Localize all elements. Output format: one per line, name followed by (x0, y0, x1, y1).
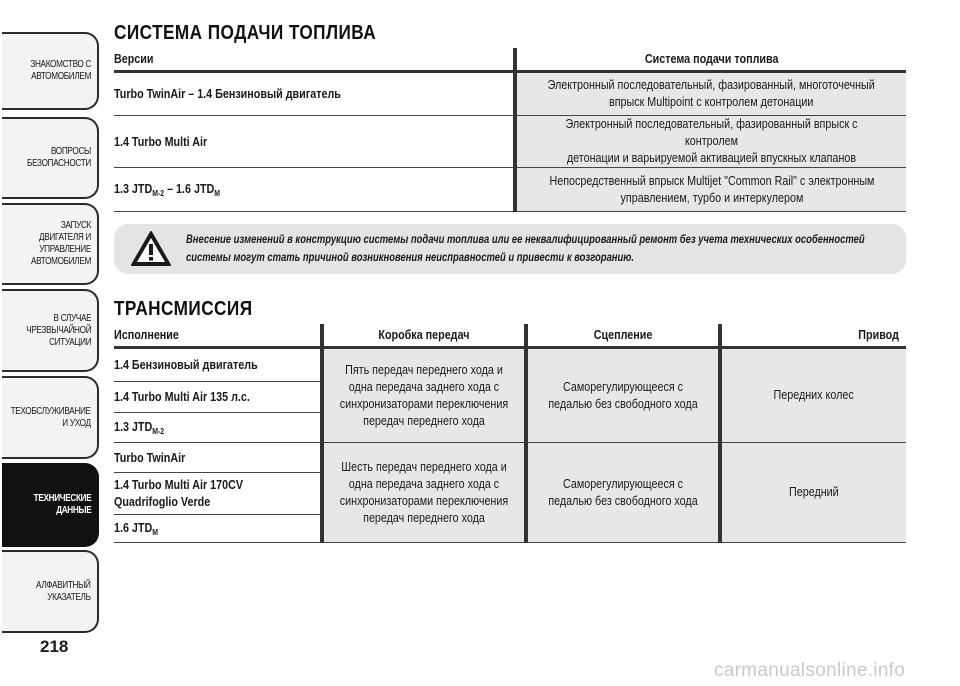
warning-text: Внесение изменений в конструкцию системы подачи топлива или ее неквалифицированный ремонт без учета технических особенностей системы могут стать причиной возникновения неисправностей и привести к возгоранию. (186, 234, 865, 264)
sidebar-tab-emergency[interactable] (2, 289, 99, 372)
warning-triangle-icon (130, 230, 172, 268)
tab-label: АЛФАВИТНЫЙ УКАЗАТЕЛЬ (36, 579, 91, 603)
tab-label: ЗАПУСК ДВИГАТЕЛЯ И УПРАВЛЕНИЕ АВТОМОБИЛЕМ (31, 220, 91, 267)
sidebar-tab-starting[interactable] (2, 203, 99, 285)
fuel-version-cell: 1.3 $JTD_{M-2} - 1.6$ $JTD_M$ (114, 168, 515, 212)
tab-label: ТЕХОБСЛУЖИВАНИЕ И УХОД (10, 405, 91, 429)
table-row (114, 348, 906, 382)
tab-label: В СЛУЧАЕ ЧРЕЗВЫЧАЙНОЙ СИТУАЦИИ (26, 312, 91, 348)
fuel-section-title: СИСТЕМА ПОДАЧИ ТОПЛИВА (114, 22, 377, 44)
table-row (114, 72, 906, 116)
fuel-col-version: Версии (114, 48, 515, 72)
trans-drive-cell: Передний (720, 443, 906, 543)
fuel-desc-cell: Непосредственный впрыск Multijet "Common Rail" с электронным управлением, турбо и интеркулером (515, 168, 906, 212)
tab-label: ВОПРОСЫ БЕЗОПАСНОСТИ (27, 146, 91, 169)
fuel-system-table (114, 48, 906, 212)
watermark: carmanualsonline.info (714, 660, 906, 681)
sidebar-tab-safety[interactable] (2, 117, 99, 199)
trans-drive-cell: Передних колес (720, 348, 906, 443)
fuel-col-system: Система подачи топлива (515, 48, 906, 72)
trans-version-cell: 1.4 Turbo Multi Air 170CV Quadrifoglio Verde (114, 473, 322, 515)
trans-col-version: Исполнение (114, 324, 322, 348)
fuel-desc-cell: Электронный последовательный, фазированный, многоточечный впрыск Multipoint с контролем детонации (515, 72, 906, 116)
trans-col-gearbox: Коробка передач (322, 324, 526, 348)
tab-label: ТЕХНИЧЕСКИЕ ДАННЫЕ (33, 493, 91, 516)
trans-clutch-cell: Саморегулирующееся с педалью без свободного хода (526, 348, 720, 443)
transmission-section-title: ТРАНСМИССИЯ (114, 298, 253, 320)
trans-version-cell: Turbo TwinAir (114, 443, 322, 473)
fuel-version-cell: Turbo TwinAir – 1.4 Бензиновый двигатель (114, 72, 515, 116)
trans-version-cell: 1.4 Бензиновый двигатель (114, 348, 322, 382)
page-number: 218 (40, 637, 69, 656)
table-row (114, 116, 906, 168)
fuel-version-cell: 1.4 Turbo Multi Air (114, 116, 515, 168)
sidebar-tab-index[interactable] (2, 550, 99, 633)
warning-box (114, 224, 906, 274)
fuel-desc-cell: Электронный последовательный, фазированный впрыск с контролем детонации и варьируемой активацией впускных клапанов (515, 116, 906, 168)
trans-version-cell: 1.3 $JTD_{M-2}$ (114, 413, 322, 443)
sidebar-tab-maintenance[interactable] (2, 376, 99, 459)
trans-gearbox-cell: Пять передач переднего хода и одна передача заднего хода с синхронизаторами переключения передач переднего хода (322, 348, 526, 443)
tab-label: ЗНАКОМСТВО С АВТОМОБИЛЕМ (30, 59, 91, 82)
trans-gearbox-cell: Шесть передач переднего хода и одна передача заднего хода с синхронизаторами переключения передач переднего хода (322, 443, 526, 543)
transmission-table (114, 324, 906, 543)
trans-version-cell: 1.6 $JTD_M$ (114, 515, 322, 543)
trans-version-cell: 1.4 Turbo Multi Air 135 л.с. (114, 382, 322, 413)
sidebar-tab-technical-data[interactable] (2, 463, 99, 547)
table-row (114, 443, 906, 473)
trans-clutch-cell: Саморегулирующееся с педалью без свободного хода (526, 443, 720, 543)
sidebar-tab-intro[interactable] (2, 32, 99, 110)
trans-col-clutch: Сцепление (526, 324, 720, 348)
table-row (114, 168, 906, 212)
trans-col-drive: Привод (720, 324, 906, 348)
